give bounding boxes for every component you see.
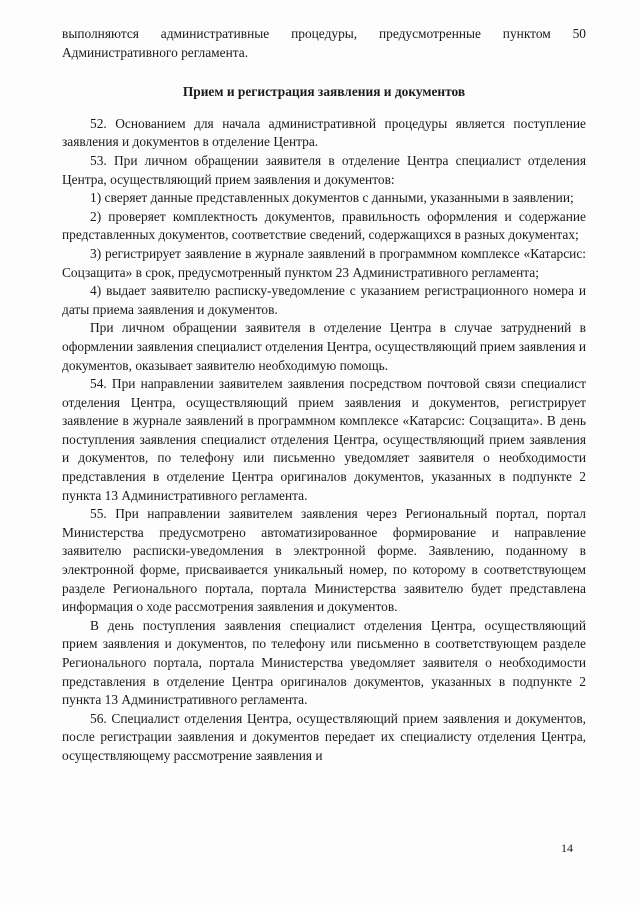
paragraph-53: 53. При личном обращении заявителя в отделение Центра специалист отделения Центра, осуществляющий прием заявления и документов:	[62, 152, 586, 187]
paragraph-56: 56. Специалист отделения Центра, осуществляющий прием заявления и документов, после регистрации заявления и документов передает их специалисту отделения Центра, осуществляющему рассмотрение заявления и	[62, 710, 586, 763]
document-body	[62, 25, 586, 766]
section-heading: Прием и регистрация заявления и документов	[182, 84, 466, 100]
list-item-3: 3) регистрирует заявление в журнале заявлений в программном комплексе «Катарсис: Соцзащита» в срок, предусмотренный пунктом 23 Административного регламента;	[62, 245, 586, 280]
page-number: 14	[561, 841, 573, 855]
intro-text: выполняются административные процедуры, предусмотренные пунктом 50 Административного регламента.	[62, 26, 586, 60]
paragraph-52: 52. Основанием для начала административной процедуры является поступление заявления и документов в отделение Центра.	[62, 115, 586, 150]
list-item-2: 2) проверяет комплектность документов, правильность оформления и содержание представленных документов, соответствие сведений, содержащихся в разных документах;	[62, 208, 586, 243]
paragraph-55: 55. При направлении заявителем заявления через Региональный портал, портал Министерства предусмотрено автоматизированное формирование и направление заявителю расписки-уведомления в электронной форме. Заявлению, поданному в электронной форме, присваивается уникальный номер, по которому в соответствующем разделе Регионального портала, портала Министерства заявителю будет представлена информация о ходе рассмотрения заявления и документов.	[62, 506, 586, 615]
list-item-4: 4) выдает заявителю расписку-уведомление с указанием регистрационного номера и даты приема заявления и документов.	[62, 283, 586, 317]
paragraph-54: 54. При направлении заявителем заявления посредством почтовой связи специалист отделения Центра, осуществляющий прием заявления и документов, регистрирует заявление в журнале заявлений в программном комплексе «Катарсис: Соцзащита». В день поступления заявления специалист отделения Центра, осуществляющий прием заявления и документов, по телефону или письменно уведомляет заявителя о необходимости представления в отделение Центра оригиналов документов, указанных в подпункте 2 пункта 13 Административного регламента.	[62, 376, 586, 503]
paragraph-personal-help: При личном обращении заявителя в отделение Центра в случае затруднений в оформлении заявления специалист отделения Центра, осуществляющий прием заявления и документов, оказывает заявителю необходимую помощь.	[62, 320, 586, 373]
list-item-1: 1) сверяет данные представленных документов с данными, указанными в заявлении;	[90, 190, 574, 206]
paragraph-notification: В день поступления заявления специалист отделения Центра, осуществляющий прием заявления и документов, по телефону или письменно в соответствующем разделе Регионального портала, портала Министерства уведомляет заявителя о необходимости представления в отделение Центра оригиналов документов, указанных в подпункте 2 пункта 13 Административного регламента.	[62, 617, 586, 708]
